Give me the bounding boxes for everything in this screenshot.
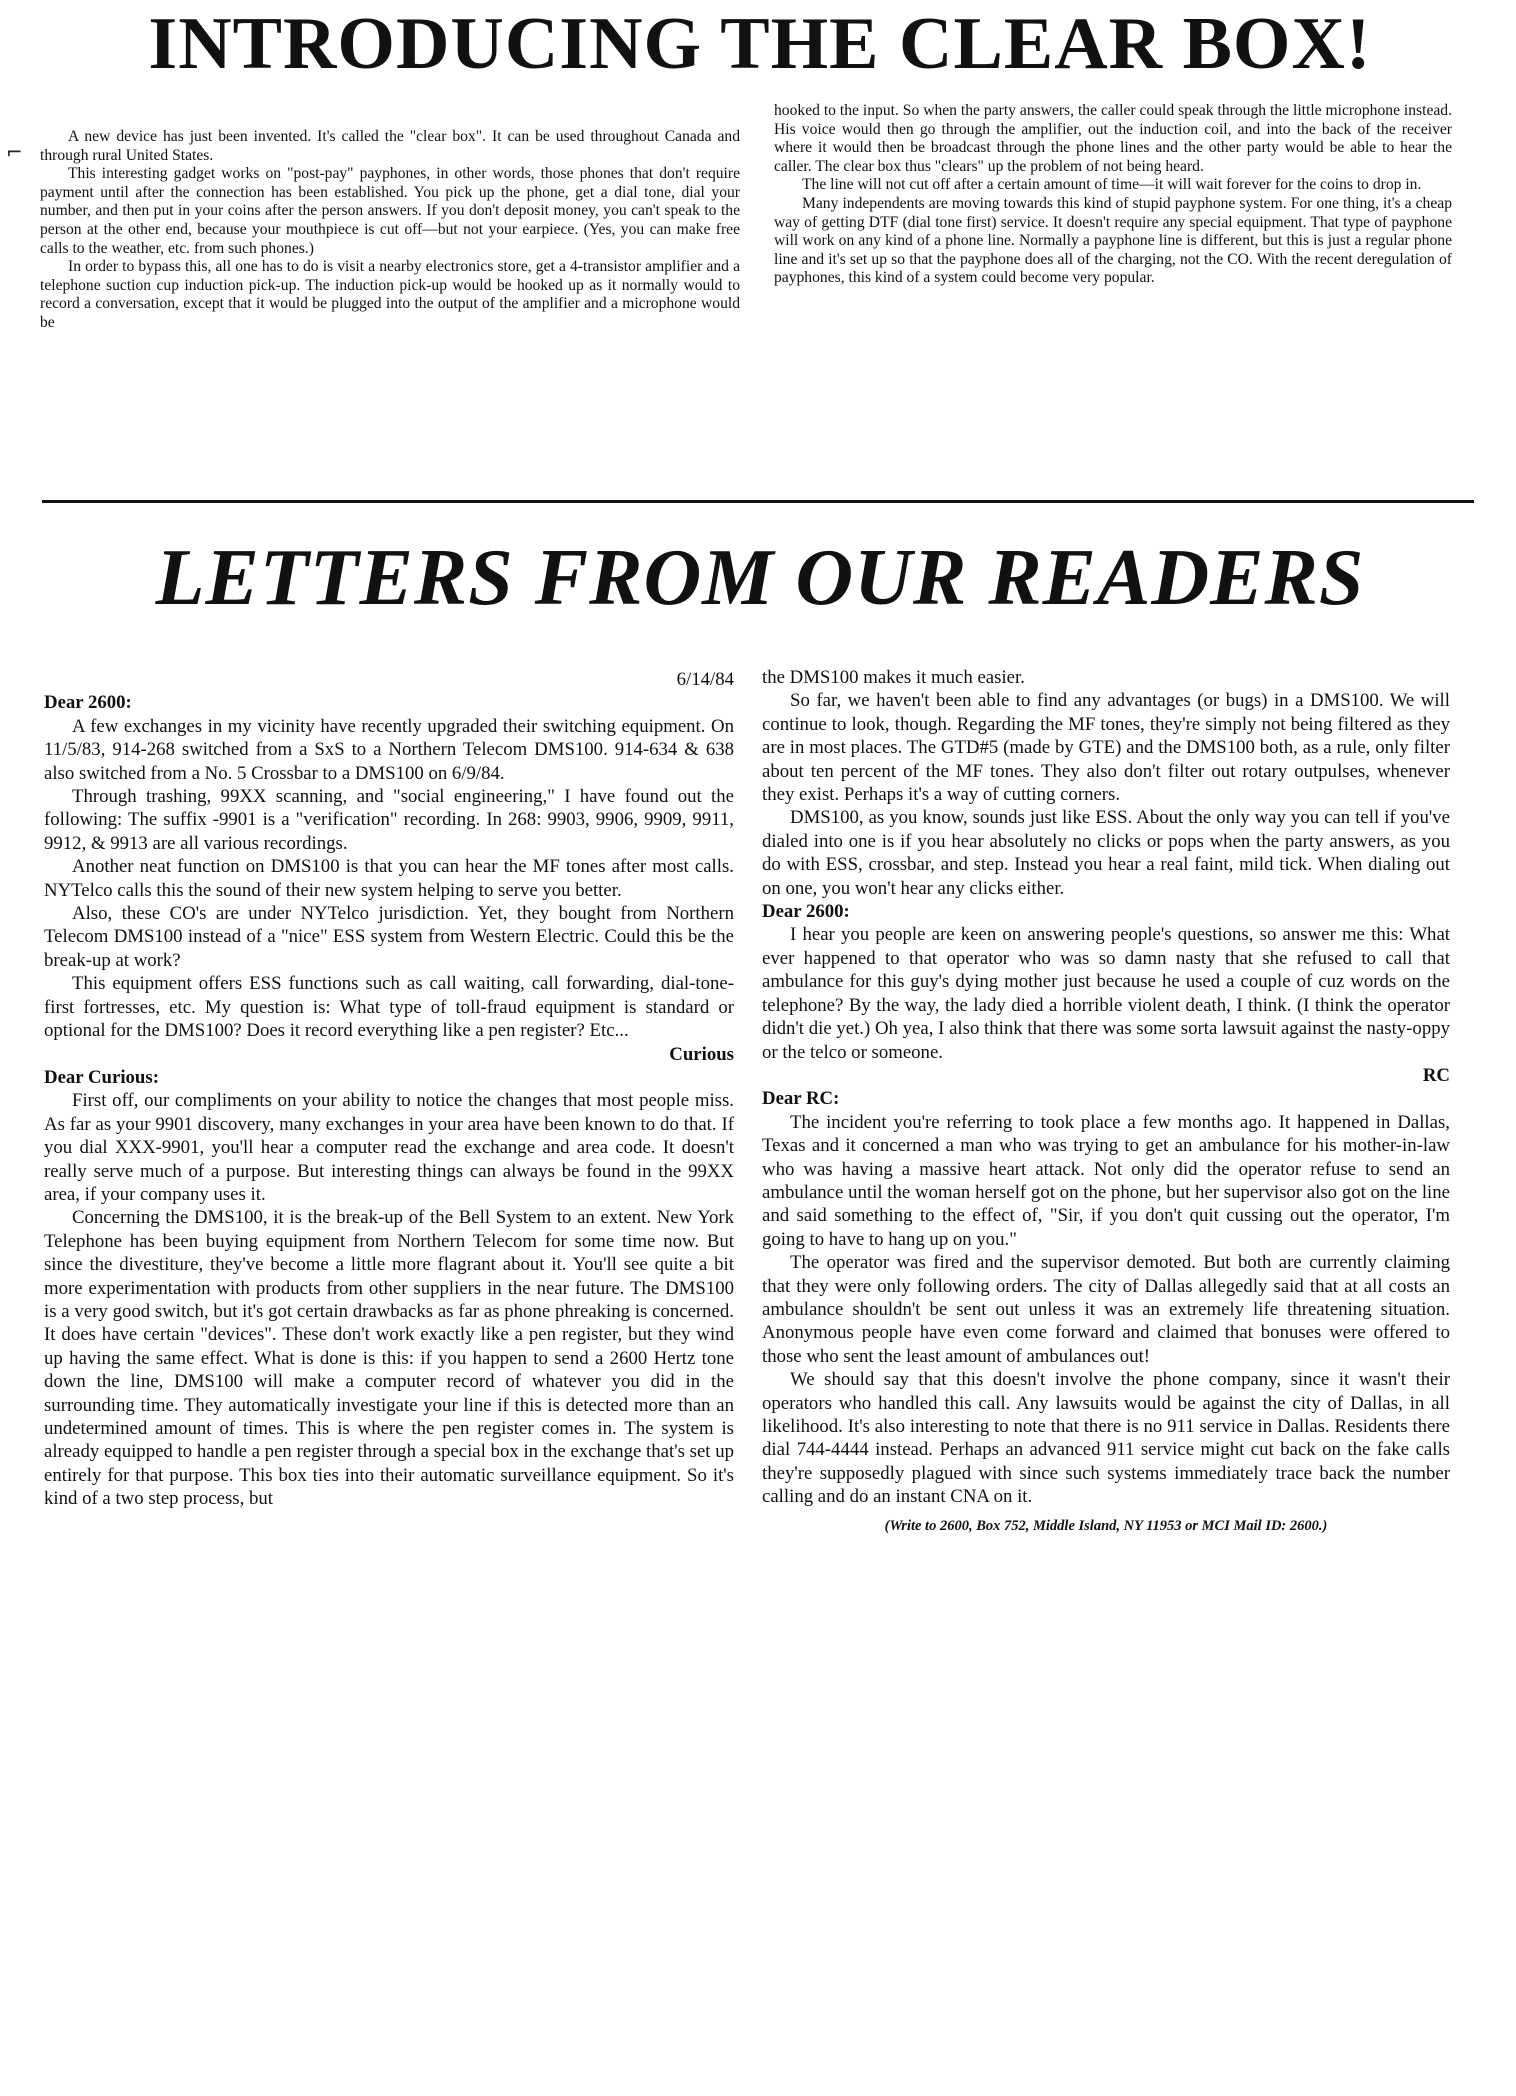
article-paragraph: hooked to the input. So when the party answers, the caller could speak through the little microphone instead. His voice would then go through the amplifier, out the induction coil, and into the back of the receiver where it would then be broadcast through the phone lines and the other party would be able to hear the caller. The clear box thus "clears" up the problem of not being heard. xyxy=(774,102,1452,175)
letter-salutation: Dear 2600: xyxy=(762,901,850,923)
article-left-column xyxy=(40,128,740,333)
letters-right-column xyxy=(762,666,1450,1538)
reply-paragraph: First off, our compliments on your ability to notice the changes that most people miss. As far as your 9901 discovery, many exchanges in your area have been known to do that. If you dial XXX-9901, you'll hear a computer read the exchange and area code. It doesn't really serve much of a purpose. But interesting things can always be found in the 99XX area, if your company uses it. xyxy=(44,1090,734,1205)
letter-signature: RC xyxy=(1422,1064,1450,1086)
letter-signature: Curious xyxy=(669,1043,734,1065)
letters-left-column xyxy=(44,668,734,1511)
reply-paragraph: The operator was fired and the supervisor demoted. But both are currently claiming that they were only following orders. The city of Dallas allegedly said that at all costs an ambulance shouldn't be sent out unless it was an extremely life threatening situation. Anonymous people have even come forward and claimed that bonuses were offered to those who sent the least amount of ambulances out! xyxy=(762,1252,1450,1367)
reply-paragraph: We should say that this doesn't involve the phone company, since it wasn't their operators who handled this call. Any lawsuits would be against the city of Dallas, in all likelihood. It's also interesting to note that there is no 911 service in Dallas. Residents there dial 744-4444 instead. Perhaps an advanced 911 service might cut back on the fake calls they're supposedly plagued with since such systems immediately trace back the number calling and do an instant CNA on it. xyxy=(762,1369,1450,1508)
article-paragraph: Many independents are moving towards this kind of stupid payphone system. For one thing, it's a cheap way of getting DTF (dial tone first) service. It doesn't require any special equipment. That type of payphone will work on any kind of a phone line. Normally a payphone line is different, but this is just a regular phone line and it's set up so that the payphone does all of the charging, not the CO. With the recent deregulation of payphones, this kind of a system could become very popular. xyxy=(774,194,1452,287)
reply-paragraph: the DMS100 makes it much easier. xyxy=(762,667,1025,688)
letter-paragraph: A few exchanges in my vicinity have recently upgraded their switching equipment. On 11/5/83, 914-268 switched from a SxS to a Northern Telecom DMS100. 914-634 & 638 also switched from a No. 5 Crossbar to a DMS100 on 6/9/84. xyxy=(44,715,734,784)
article-paragraph: The line will not cut off after a certain amount of time—it will wait forever for the coins to drop in. xyxy=(802,176,1422,194)
reply-paragraph: Concerning the DMS100, it is the break-up of the Bell System to an extent. New York Telephone has been buying equipment from Northern Telecom for some time now. But since the divestiture, they've become a little more flagrant about it. You'll see quite a bit more experimentation with products from other suppliers in the near future. The DMS100 is a very good switch, but it's got certain drawbacks as far as phone phreaking is concerned. It does have certain "devices". These don't work exactly like a pen register, but they wind up having the same effect. What is done is this: if you happen to send a 2600 Hertz tone down the line, DMS100 will make a computer record of whatever you did in the surrounding time. They automatically investigate your line if this is detected more than an undetermined amount of times. This is where the pen register comes in. The system is already equipped to handle a pen register through a special box in the exchange that's set up entirely for that purpose. This box ties into their automatic surveillance equipment. So it's kind of a two step process, but xyxy=(44,1207,734,1510)
article-right-column xyxy=(774,102,1452,288)
reply-paragraph: So far, we haven't been able to find any advantages (or bugs) in a DMS100. We will continue to look, though. Regarding the MF tones, they're simply not being filtered as they are in most places. The GTD#5 (made by GTE) and the DMS100 both, as a rule, only filter about ten percent of the MF tones. They also don't filter out rotary outpulses, whenever they exist. Perhaps it's a way of cutting corners. xyxy=(762,690,1450,806)
reply-salutation: Dear Curious: xyxy=(44,1066,159,1088)
reply-paragraph: DMS100, as you know, sounds just like ESS. About the only way you can tell if you've dialed into one is if you hear absolutely no clicks or pops when the party answers, as you do with ESS, crossbar, and step. Instead you hear a real faint, mild tick. When dialing out on one, you won't hear any clicks either. xyxy=(762,807,1450,899)
mailing-address-note: (Write to 2600, Box 752, Middle Island, NY 11953 or MCI Mail ID: 2600.) xyxy=(884,1517,1328,1534)
letter-paragraph: Through trashing, 99XX scanning, and "social engineering," I have found out the following: The suffix -9901 is a "verification" recording. In 268: 9903, 9906, 9909, 9911, 9912, & 9913 are all various recordings. xyxy=(44,786,734,854)
clear-box-headline: INTRODUCING THE CLEAR BOX! xyxy=(148,3,1372,85)
margin-mark: ⌐ xyxy=(6,140,23,164)
letter-paragraph: Another neat function on DMS100 is that you can hear the MF tones after most calls. NYTelco calls this the sound of their new system helping to serve you better. xyxy=(44,856,734,901)
article-paragraph: In order to bypass this, all one has to do is visit a nearby electronics store, get a 4-transistor amplifier and a telephone suction cup induction pick-up. The induction pick-up would be hooked up as it normally would to record a conversation, except that it would be plugged into the output of the amplifier and a microphone would be xyxy=(40,258,740,331)
letter-salutation: Dear 2600: xyxy=(44,692,132,714)
reply-salutation: Dear RC: xyxy=(762,1088,840,1110)
letter-date: 6/14/84 xyxy=(676,669,734,690)
letter-paragraph: I hear you people are keen on answering people's questions, so answer me this: What ever happened to that operator who was so damn nasty that she refused to call that ambulance for this guy's dying mother just because he used a couple of cuz words on the telephone? By the way, the lady died a horrible violent death, I think. (I think the operator didn't die yet.) Oh yea, I also think that there was some sorta lawsuit against the nasty-oppy or the telco or someone. xyxy=(762,924,1450,1063)
section-divider xyxy=(42,500,1474,503)
letter-paragraph: This equipment offers ESS functions such as call waiting, call forwarding, dial-tone-first fortresses, etc. My question is: What type of toll-fraud equipment is standard or optional for the DMS100? Does it record everything like a pen register? Etc... xyxy=(44,973,734,1042)
article-paragraph: This interesting gadget works on "post-pay" payphones, in other words, those phones that don't require payment until after the connection has been established. You pick up the phone, get a dial tone, dial your number, and then put in your coins after the person answers. If you don't deposit money, you can't speak to the person at the other end, because your mouthpiece is cut off—but not your earpiece. (Yes, you can make free calls to the weather, etc. from such phones.) xyxy=(40,165,740,257)
letter-paragraph: Also, these CO's are under NYTelco jurisdiction. Yet, they bought from Northern Telecom DMS100 instead of a "nice" ESS system from Western Electric. Could this be the break-up at work? xyxy=(44,903,734,971)
article-paragraph: A new device has just been invented. It's called the "clear box". It can be used throughout Canada and through rural United States. xyxy=(40,128,740,164)
letters-headline: LETTERS FROM OUR READERS xyxy=(155,534,1365,622)
reply-paragraph: The incident you're referring to took place a few months ago. It happened in Dallas, Texas and it concerned a man who was trying to get an ambulance for his mother-in-law who was having a massive heart attack. Not only did the operator refuse to send an ambulance until the woman herself got on the phone, but her supervisor also got on the line and said something to the effect of, "Sir, if you don't quit cussing out the operator, I'm going to have to hang up on you." xyxy=(762,1111,1450,1250)
